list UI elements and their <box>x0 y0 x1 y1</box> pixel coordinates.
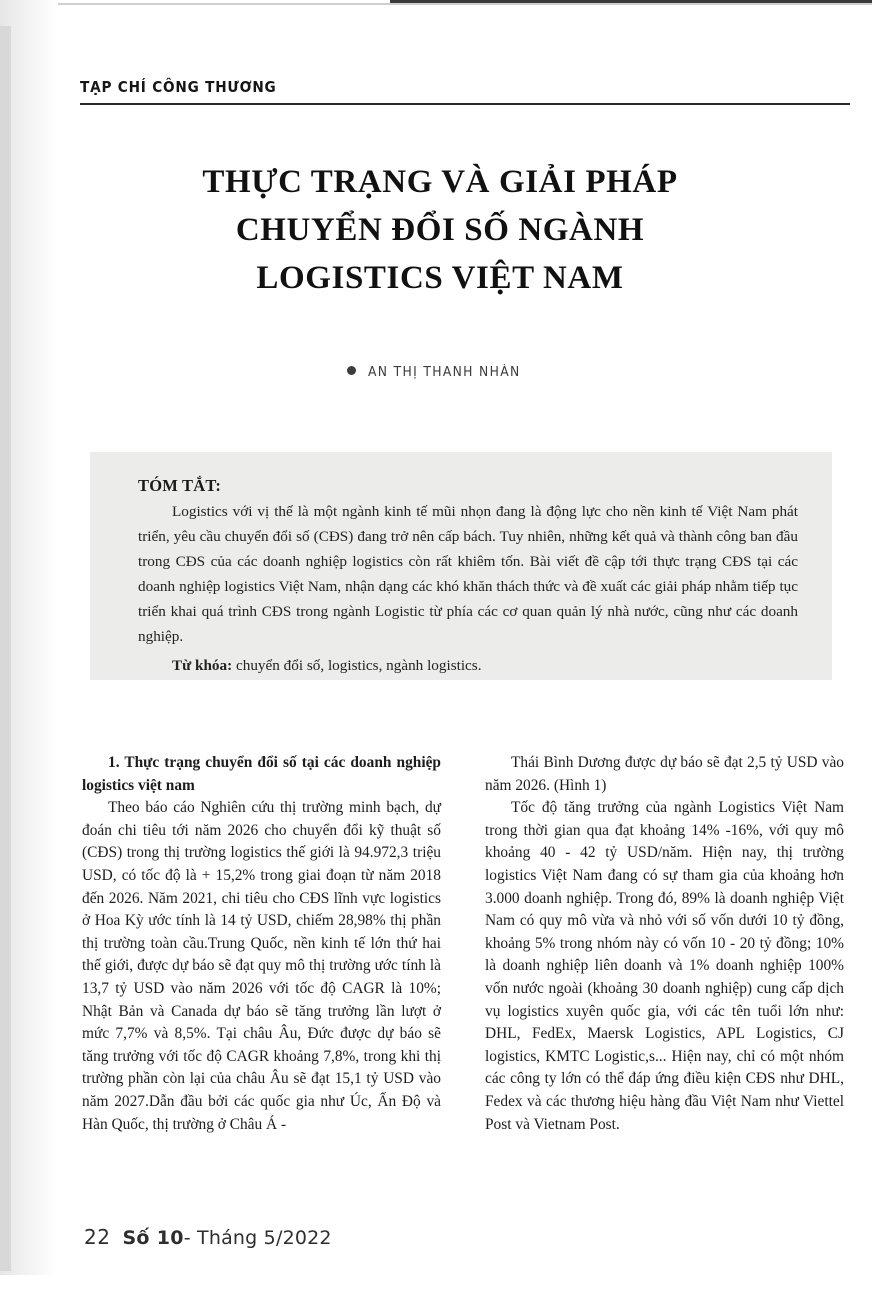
right-column-paragraph-2: Tốc độ tăng trưởng của ngành Logistics Việt Nam trong thời gian qua đạt khoảng 14% -16%, với quy mô khoảng 40 - 42 tỷ USD/năm. Hiện nay, thị trường logistics Việt Nam đang có sự tham gia của khoảng hơn 3.000 doanh nghiệp. Trong đó, 89% là doanh nghiệp Việt Nam có quy mô vừa và nhỏ với số vốn dưới 10 tỷ đồng, khoảng 5% trong nhóm này có vốn 10 - 20 tỷ đồng; 10% là doanh nghiệp liên doanh và 1% doanh nghiệp 100% vốn nước ngoài (khoảng 30 doanh nghiệp) cung cấp dịch vụ logistics xuyên quốc gia, với các tên tuổi lớn như: DHL, FedEx, Maersk Logistics, APL Logistics, CJ logistics, KMTC Logistic,s... Hiện nay, chỉ có một nhóm các công ty lớn có thể đáp ứng điều kiện CĐS như DHL, Fedex và các thương hiệu hàng đầu Việt Nam như Viettel Post và Vietnam Post. <box>485 799 844 1133</box>
scan-edge-artifact-bottom <box>0 1275 872 1297</box>
right-column <box>485 752 844 1172</box>
footer-issue: Số 10 <box>122 1227 184 1249</box>
page-footer <box>84 1225 332 1249</box>
title-line-3: LOGISTICS VIỆT NAM <box>256 260 624 296</box>
abstract-heading: TÓM TẮT: <box>138 476 222 495</box>
title-line-1: THỰC TRẠNG VÀ GIẢI PHÁP <box>202 164 678 200</box>
title-line-2: CHUYỂN ĐỔI SỐ NGÀNH <box>235 212 645 248</box>
scan-edge-artifact-top-thin <box>0 3 872 5</box>
left-column-paragraph: Theo báo cáo Nghiên cứu thị trường minh bạch, dự đoán chi tiêu tới năm 2026 cho chuyển đổi kỹ thuật số (CĐS) trong thị trường logistics thế giới là 94.972,3 triệu USD, có tốc độ là + 15,2% trong giai đoạn từ năm 2018 đến 2026. Năm 2021, chi tiêu cho CĐS lĩnh vực logistics ở Hoa Kỳ ước tính là 14 tỷ USD, chiếm 28,98% thị phần thị trường toàn cầu.Trung Quốc, nền kinh tế lớn thứ hai thế giới, được dự báo sẽ đạt quy mô thị trường ước tính là 13,7 tỷ USD vào năm 2026 với tốc độ CAGR là 10%; Nhật Bản và Canada dự báo sẽ tăng trưởng lần lượt ở mức 7,7% và 8,5%. Tại châu Âu, Đức được dự báo sẽ tăng trưởng với tốc độ CAGR khoảng 7,8%, trong khi thị trường phần còn lại của châu Âu sẽ đạt 15,1 tỷ USD vào năm 2027.Dẫn đầu bởi các quốc gia như Úc, Ấn Độ và Hàn Quốc, thị trường ở Châu Á - <box>82 799 441 1133</box>
masthead-rule <box>80 103 850 105</box>
scan-edge-artifact-left-strip <box>0 26 11 1271</box>
keywords-label: Từ khóa: <box>172 657 233 674</box>
page-title <box>110 158 770 302</box>
abstract-body: Logistics với vị thế là một ngành kinh tế mũi nhọn đang là động lực cho nền kinh tế Việt Nam phát triển, yêu cầu chuyển đổi số (CĐS) đang trở nên cấp bách. Tuy nhiên, những kết quả và thành công ban đầu trong CĐS của các doanh nghiệp logistics còn rất khiêm tốn. Bài viết đề cập tới thực trạng CĐS tại các doanh nghiệp logistics Việt Nam, nhận dạng các khó khăn thách thức và đề xuất các giải pháp nhằm tiếp tục triển khai quá trình CĐS trong ngành Logistic từ phía các cơ quan quản lý nhà nước, cũng như các doanh nghiệp. <box>138 503 798 645</box>
abstract-panel <box>90 452 832 680</box>
masthead-title: TẠP CHÍ CÔNG THƯƠNG <box>80 78 277 96</box>
footer-date: - Tháng 5/2022 <box>183 1227 332 1249</box>
bullet-icon <box>347 366 356 375</box>
body-columns <box>82 752 844 1172</box>
author-name: AN THỊ THANH NHÀN <box>368 365 521 380</box>
abstract-keywords <box>138 653 798 678</box>
left-column <box>82 752 441 1172</box>
right-column-paragraph-1: Thái Bình Dương được dự báo sẽ đạt 2,5 tỷ USD vào năm 2026. (Hình 1) <box>485 754 844 794</box>
byline <box>0 365 872 380</box>
masthead <box>80 78 850 105</box>
footer-page-number: 22 <box>84 1225 111 1249</box>
section-heading-1: 1. Thực trạng chuyển đổi số tại các doanh nghiệp logistics việt nam <box>82 754 441 794</box>
keywords-value: chuyển đổi số, logistics, ngành logistics. <box>232 657 482 674</box>
